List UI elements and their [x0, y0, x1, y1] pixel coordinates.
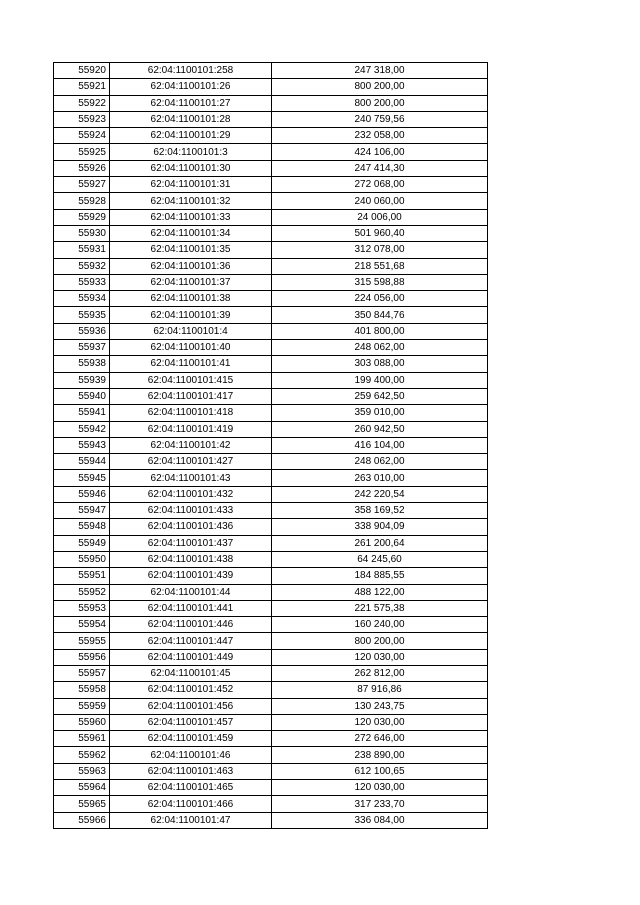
- table-row: [54, 111, 488, 127]
- cadastral-value-cell: 359 010,00: [272, 405, 488, 421]
- row-number-cell: 55948: [54, 519, 110, 535]
- cadastral-value-cell: 87 916,86: [272, 682, 488, 698]
- table-row: [54, 421, 488, 437]
- table-row: [54, 633, 488, 649]
- cadastral-number-cell: 62:04:1100101:40: [110, 340, 272, 356]
- table-row: [54, 584, 488, 600]
- row-number-cell: 55935: [54, 307, 110, 323]
- cadastral-number-cell: 62:04:1100101:32: [110, 193, 272, 209]
- cadastral-number-cell: 62:04:1100101:30: [110, 160, 272, 176]
- table-row: [54, 177, 488, 193]
- row-number-cell: 55925: [54, 144, 110, 160]
- cadastral-value-cell: 248 062,00: [272, 340, 488, 356]
- table-row: [54, 617, 488, 633]
- table-row: [54, 568, 488, 584]
- table-row: [54, 519, 488, 535]
- cadastral-value-cell: 242 220,54: [272, 486, 488, 502]
- row-number-cell: 55930: [54, 225, 110, 241]
- table-row: [54, 698, 488, 714]
- cadastral-number-cell: 62:04:1100101:465: [110, 780, 272, 796]
- cadastral-value-cell: 240 060,00: [272, 193, 488, 209]
- cadastral-number-cell: 62:04:1100101:456: [110, 698, 272, 714]
- cadastral-value-cell: 120 030,00: [272, 649, 488, 665]
- table-row: [54, 665, 488, 681]
- cadastral-number-cell: 62:04:1100101:427: [110, 454, 272, 470]
- row-number-cell: 55922: [54, 95, 110, 111]
- table-row: [54, 747, 488, 763]
- cadastral-number-cell: 62:04:1100101:447: [110, 633, 272, 649]
- cadastral-value-cell: 317 233,70: [272, 796, 488, 812]
- cadastral-value-cell: 262 812,00: [272, 665, 488, 681]
- row-number-cell: 55960: [54, 714, 110, 730]
- table-row: [54, 454, 488, 470]
- cadastral-value-cell: 303 088,00: [272, 356, 488, 372]
- table-row: [54, 503, 488, 519]
- cadastral-number-cell: 62:04:1100101:459: [110, 731, 272, 747]
- table-row: [54, 714, 488, 730]
- cadastral-value-cell: 350 844,76: [272, 307, 488, 323]
- table-row: [54, 682, 488, 698]
- row-number-cell: 55956: [54, 649, 110, 665]
- row-number-cell: 55965: [54, 796, 110, 812]
- cadastral-value-cell: 218 551,68: [272, 258, 488, 274]
- cadastral-value-table: [53, 62, 488, 829]
- row-number-cell: 55957: [54, 665, 110, 681]
- cadastral-value-cell: 199 400,00: [272, 372, 488, 388]
- table-row: [54, 95, 488, 111]
- table-row: [54, 160, 488, 176]
- table-row: [54, 340, 488, 356]
- cadastral-value-cell: 247 318,00: [272, 63, 488, 79]
- cadastral-number-cell: 62:04:1100101:466: [110, 796, 272, 812]
- row-number-cell: 55931: [54, 242, 110, 258]
- cadastral-value-cell: 224 056,00: [272, 291, 488, 307]
- cadastral-number-cell: 62:04:1100101:452: [110, 682, 272, 698]
- cadastral-value-cell: 424 106,00: [272, 144, 488, 160]
- cadastral-value-cell: 261 200,64: [272, 535, 488, 551]
- cadastral-value-cell: 259 642,50: [272, 388, 488, 404]
- cadastral-number-cell: 62:04:1100101:457: [110, 714, 272, 730]
- table-row: [54, 323, 488, 339]
- row-number-cell: 55943: [54, 437, 110, 453]
- cadastral-value-cell: 800 200,00: [272, 79, 488, 95]
- table-body: [54, 63, 488, 829]
- cadastral-number-cell: 62:04:1100101:37: [110, 274, 272, 290]
- table-row: [54, 242, 488, 258]
- row-number-cell: 55934: [54, 291, 110, 307]
- cadastral-value-cell: 358 169,52: [272, 503, 488, 519]
- row-number-cell: 55959: [54, 698, 110, 714]
- cadastral-value-cell: 272 068,00: [272, 177, 488, 193]
- row-number-cell: 55937: [54, 340, 110, 356]
- table-row: [54, 258, 488, 274]
- cadastral-number-cell: 62:04:1100101:446: [110, 617, 272, 633]
- row-number-cell: 55936: [54, 323, 110, 339]
- cadastral-number-cell: 62:04:1100101:34: [110, 225, 272, 241]
- cadastral-number-cell: 62:04:1100101:38: [110, 291, 272, 307]
- cadastral-value-cell: 315 598,88: [272, 274, 488, 290]
- table-row: [54, 225, 488, 241]
- cadastral-value-cell: 64 245,60: [272, 551, 488, 567]
- cadastral-number-cell: 62:04:1100101:4: [110, 323, 272, 339]
- cadastral-number-cell: 62:04:1100101:415: [110, 372, 272, 388]
- cadastral-value-cell: 416 104,00: [272, 437, 488, 453]
- cadastral-value-cell: 130 243,75: [272, 698, 488, 714]
- cadastral-value-cell: 263 010,00: [272, 470, 488, 486]
- cadastral-value-cell: 221 575,38: [272, 600, 488, 616]
- row-number-cell: 55939: [54, 372, 110, 388]
- row-number-cell: 55920: [54, 63, 110, 79]
- cadastral-number-cell: 62:04:1100101:28: [110, 111, 272, 127]
- row-number-cell: 55949: [54, 535, 110, 551]
- cadastral-value-cell: 120 030,00: [272, 780, 488, 796]
- table-row: [54, 551, 488, 567]
- cadastral-value-cell: 272 646,00: [272, 731, 488, 747]
- table-row: [54, 470, 488, 486]
- cadastral-value-cell: 184 885,55: [272, 568, 488, 584]
- table-row: [54, 796, 488, 812]
- row-number-cell: 55963: [54, 763, 110, 779]
- cadastral-number-cell: 62:04:1100101:449: [110, 649, 272, 665]
- table-row: [54, 780, 488, 796]
- table-row: [54, 649, 488, 665]
- row-number-cell: 55964: [54, 780, 110, 796]
- cadastral-number-cell: 62:04:1100101:437: [110, 535, 272, 551]
- cadastral-number-cell: 62:04:1100101:418: [110, 405, 272, 421]
- row-number-cell: 55929: [54, 209, 110, 225]
- cadastral-value-cell: 238 890,00: [272, 747, 488, 763]
- table-row: [54, 193, 488, 209]
- table-row: [54, 405, 488, 421]
- row-number-cell: 55950: [54, 551, 110, 567]
- cadastral-value-cell: 260 942,50: [272, 421, 488, 437]
- cadastral-number-cell: 62:04:1100101:258: [110, 63, 272, 79]
- row-number-cell: 55923: [54, 111, 110, 127]
- row-number-cell: 55933: [54, 274, 110, 290]
- cadastral-number-cell: 62:04:1100101:43: [110, 470, 272, 486]
- cadastral-value-cell: 338 904,09: [272, 519, 488, 535]
- cadastral-number-cell: 62:04:1100101:419: [110, 421, 272, 437]
- cadastral-value-cell: 247 414,30: [272, 160, 488, 176]
- cadastral-value-cell: 800 200,00: [272, 95, 488, 111]
- table-row: [54, 209, 488, 225]
- cadastral-value-cell: 800 200,00: [272, 633, 488, 649]
- table-row: [54, 63, 488, 79]
- cadastral-number-cell: 62:04:1100101:436: [110, 519, 272, 535]
- row-number-cell: 55945: [54, 470, 110, 486]
- table-row: [54, 486, 488, 502]
- row-number-cell: 55953: [54, 600, 110, 616]
- row-number-cell: 55940: [54, 388, 110, 404]
- cadastral-number-cell: 62:04:1100101:35: [110, 242, 272, 258]
- cadastral-value-cell: 312 078,00: [272, 242, 488, 258]
- row-number-cell: 55942: [54, 421, 110, 437]
- row-number-cell: 55927: [54, 177, 110, 193]
- table-row: [54, 763, 488, 779]
- table-row: [54, 291, 488, 307]
- table-row: [54, 372, 488, 388]
- cadastral-value-cell: 160 240,00: [272, 617, 488, 633]
- cadastral-number-cell: 62:04:1100101:47: [110, 812, 272, 828]
- table-row: [54, 600, 488, 616]
- table-row: [54, 144, 488, 160]
- table-row: [54, 79, 488, 95]
- cadastral-number-cell: 62:04:1100101:29: [110, 128, 272, 144]
- row-number-cell: 55941: [54, 405, 110, 421]
- row-number-cell: 55962: [54, 747, 110, 763]
- row-number-cell: 55955: [54, 633, 110, 649]
- cadastral-number-cell: 62:04:1100101:31: [110, 177, 272, 193]
- row-number-cell: 55928: [54, 193, 110, 209]
- cadastral-number-cell: 62:04:1100101:33: [110, 209, 272, 225]
- row-number-cell: 55966: [54, 812, 110, 828]
- cadastral-value-cell: 401 800,00: [272, 323, 488, 339]
- cadastral-number-cell: 62:04:1100101:45: [110, 665, 272, 681]
- row-number-cell: 55944: [54, 454, 110, 470]
- cadastral-value-cell: 336 084,00: [272, 812, 488, 828]
- table-row: [54, 307, 488, 323]
- table-row: [54, 356, 488, 372]
- cadastral-value-cell: 24 006,00: [272, 209, 488, 225]
- row-number-cell: 55958: [54, 682, 110, 698]
- row-number-cell: 55947: [54, 503, 110, 519]
- cadastral-value-cell: 501 960,40: [272, 225, 488, 241]
- table-row: [54, 812, 488, 828]
- cadastral-number-cell: 62:04:1100101:463: [110, 763, 272, 779]
- cadastral-number-cell: 62:04:1100101:46: [110, 747, 272, 763]
- row-number-cell: 55946: [54, 486, 110, 502]
- cadastral-value-cell: 612 100,65: [272, 763, 488, 779]
- cadastral-number-cell: 62:04:1100101:26: [110, 79, 272, 95]
- document-page: [53, 62, 487, 829]
- cadastral-value-cell: 488 122,00: [272, 584, 488, 600]
- cadastral-value-cell: 240 759,56: [272, 111, 488, 127]
- table-row: [54, 274, 488, 290]
- cadastral-number-cell: 62:04:1100101:44: [110, 584, 272, 600]
- table-row: [54, 437, 488, 453]
- row-number-cell: 55938: [54, 356, 110, 372]
- cadastral-number-cell: 62:04:1100101:441: [110, 600, 272, 616]
- row-number-cell: 55954: [54, 617, 110, 633]
- cadastral-number-cell: 62:04:1100101:41: [110, 356, 272, 372]
- cadastral-number-cell: 62:04:1100101:3: [110, 144, 272, 160]
- row-number-cell: 55951: [54, 568, 110, 584]
- cadastral-number-cell: 62:04:1100101:438: [110, 551, 272, 567]
- table-row: [54, 388, 488, 404]
- row-number-cell: 55924: [54, 128, 110, 144]
- cadastral-number-cell: 62:04:1100101:27: [110, 95, 272, 111]
- table-row: [54, 128, 488, 144]
- cadastral-number-cell: 62:04:1100101:433: [110, 503, 272, 519]
- cadastral-number-cell: 62:04:1100101:42: [110, 437, 272, 453]
- cadastral-value-cell: 248 062,00: [272, 454, 488, 470]
- row-number-cell: 55926: [54, 160, 110, 176]
- row-number-cell: 55961: [54, 731, 110, 747]
- table-row: [54, 731, 488, 747]
- row-number-cell: 55921: [54, 79, 110, 95]
- cadastral-number-cell: 62:04:1100101:432: [110, 486, 272, 502]
- cadastral-number-cell: 62:04:1100101:39: [110, 307, 272, 323]
- cadastral-number-cell: 62:04:1100101:417: [110, 388, 272, 404]
- cadastral-number-cell: 62:04:1100101:36: [110, 258, 272, 274]
- cadastral-number-cell: 62:04:1100101:439: [110, 568, 272, 584]
- row-number-cell: 55952: [54, 584, 110, 600]
- table-row: [54, 535, 488, 551]
- row-number-cell: 55932: [54, 258, 110, 274]
- cadastral-value-cell: 120 030,00: [272, 714, 488, 730]
- cadastral-value-cell: 232 058,00: [272, 128, 488, 144]
